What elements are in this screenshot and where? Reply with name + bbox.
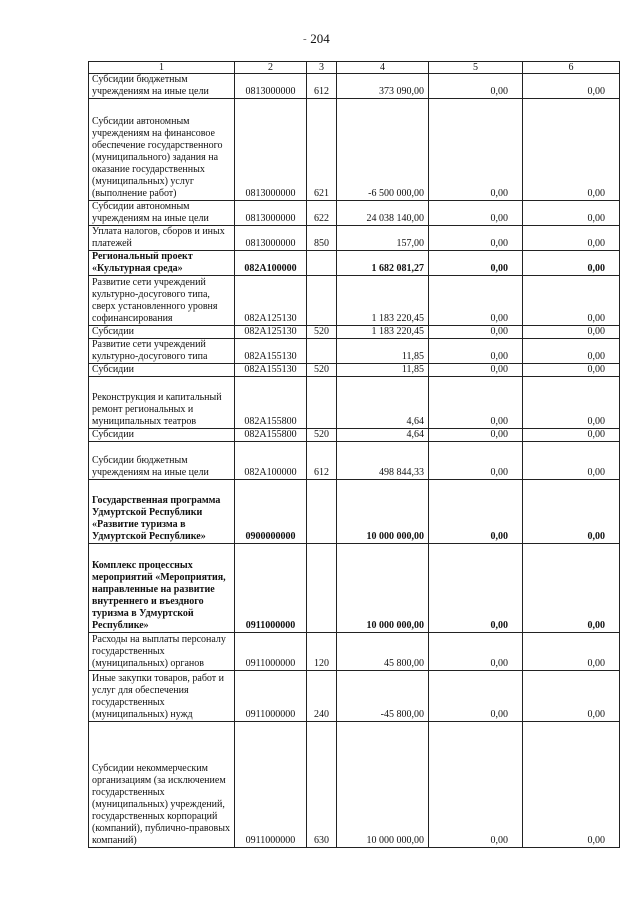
cell-col5: 0,00 [429, 480, 523, 544]
cell-name: Субсидии [89, 364, 235, 377]
cell-name: Развитие сети учреждений культурно-досугового типа [89, 339, 235, 364]
cell-col6: 0,00 [523, 276, 620, 326]
cell-expense-type: 621 [307, 99, 337, 201]
header-row [89, 62, 620, 74]
cell-col6: 0,00 [523, 99, 620, 201]
cell-col5: 0,00 [429, 276, 523, 326]
cell-col5: 0,00 [429, 326, 523, 339]
cell-expense-type [307, 276, 337, 326]
cell-code: 0813000000 [235, 74, 307, 99]
cell-amount: 373 090,00 [337, 74, 429, 99]
cell-col5: 0,00 [429, 201, 523, 226]
cell-col6: 0,00 [523, 339, 620, 364]
cell-amount: 1 682 081,27 [337, 251, 429, 276]
cell-code: 082A100000 [235, 251, 307, 276]
header-col-4: 4 [337, 62, 429, 74]
table-row [89, 480, 620, 544]
table-row [89, 633, 620, 671]
cell-col5: 0,00 [429, 377, 523, 429]
table-row [89, 276, 620, 326]
cell-amount: 10 000 000,00 [337, 722, 429, 848]
cell-expense-type: 850 [307, 226, 337, 251]
page-number: 204 [310, 31, 330, 46]
cell-expense-type [307, 251, 337, 276]
table-row [89, 99, 620, 201]
cell-amount: 157,00 [337, 226, 429, 251]
cell-name: Реконструкция и капитальный ремонт региональных и муниципальных театров [89, 377, 235, 429]
cell-code: 0911000000 [235, 671, 307, 722]
cell-name: Расходы на выплаты персоналу государственных (муниципальных) органов [89, 633, 235, 671]
cell-col5: 0,00 [429, 364, 523, 377]
cell-code: 082A155800 [235, 377, 307, 429]
cell-col5: 0,00 [429, 99, 523, 201]
cell-col5: 0,00 [429, 671, 523, 722]
cell-name: Региональный проект «Культурная среда» [89, 251, 235, 276]
cell-col6: 0,00 [523, 201, 620, 226]
cell-expense-type: 612 [307, 442, 337, 480]
cell-code: 082A155800 [235, 429, 307, 442]
cell-col6: 0,00 [523, 226, 620, 251]
cell-name: Субсидии [89, 429, 235, 442]
header-col-3: 3 [307, 62, 337, 74]
cell-col6: 0,00 [523, 377, 620, 429]
cell-amount: 498 844,33 [337, 442, 429, 480]
cell-col6: 0,00 [523, 544, 620, 633]
cell-name: Субсидии автономным учреждениям на иные цели [89, 201, 235, 226]
budget-table [88, 61, 620, 848]
table-row [89, 722, 620, 848]
cell-amount: 10 000 000,00 [337, 480, 429, 544]
cell-code: 0900000000 [235, 480, 307, 544]
table-row [89, 544, 620, 633]
cell-code: 0911000000 [235, 544, 307, 633]
table-row [89, 442, 620, 480]
cell-expense-type: 630 [307, 722, 337, 848]
cell-col6: 0,00 [523, 74, 620, 99]
table-row [89, 201, 620, 226]
cell-name: Субсидии бюджетным учреждениям на иные цели [89, 442, 235, 480]
cell-amount: -45 800,00 [337, 671, 429, 722]
cell-expense-type [307, 339, 337, 364]
cell-amount: -6 500 000,00 [337, 99, 429, 201]
cell-name: Уплата налогов, сборов и иных платежей [89, 226, 235, 251]
cell-col5: 0,00 [429, 429, 523, 442]
table-body [89, 74, 620, 848]
cell-col6: 0,00 [523, 633, 620, 671]
cell-amount: 45 800,00 [337, 633, 429, 671]
cell-expense-type [307, 480, 337, 544]
header-col-5: 5 [429, 62, 523, 74]
cell-name: Субсидии [89, 326, 235, 339]
cell-name: Развитие сети учреждений культурно-досугового типа, сверх установленного уровня софинансирования [89, 276, 235, 326]
cell-col5: 0,00 [429, 544, 523, 633]
cell-expense-type [307, 377, 337, 429]
cell-col5: 0,00 [429, 226, 523, 251]
cell-code: 0911000000 [235, 633, 307, 671]
cell-code: 082A155130 [235, 339, 307, 364]
cell-expense-type: 622 [307, 201, 337, 226]
cell-col6: 0,00 [523, 722, 620, 848]
table-row [89, 364, 620, 377]
cell-code: 0813000000 [235, 226, 307, 251]
header-col-6: 6 [523, 62, 620, 74]
cell-expense-type: 520 [307, 429, 337, 442]
cell-col5: 0,00 [429, 722, 523, 848]
table-row [89, 251, 620, 276]
table-row [89, 671, 620, 722]
cell-col6: 0,00 [523, 429, 620, 442]
cell-amount: 4,64 [337, 429, 429, 442]
cell-code: 0911000000 [235, 722, 307, 848]
table-row [89, 74, 620, 99]
cell-col6: 0,00 [523, 364, 620, 377]
cell-amount: 11,85 [337, 364, 429, 377]
cell-col5: 0,00 [429, 339, 523, 364]
cell-col6: 0,00 [523, 480, 620, 544]
cell-name: Иные закупки товаров, работ и услуг для обеспечения государственных (муниципальных) нужд [89, 671, 235, 722]
table-row [89, 429, 620, 442]
cell-name: Субсидии бюджетным учреждениям на иные цели [89, 74, 235, 99]
table-row [89, 377, 620, 429]
cell-col5: 0,00 [429, 633, 523, 671]
cell-name: Субсидии автономным учреждениям на финансовое обеспечение государственного (муниципального) задания на оказание государственных (муниципальных) услуг (выполнение работ) [89, 99, 235, 201]
cell-col6: 0,00 [523, 442, 620, 480]
cell-expense-type [307, 544, 337, 633]
cell-code: 0813000000 [235, 99, 307, 201]
cell-expense-type: 612 [307, 74, 337, 99]
cell-amount: 10 000 000,00 [337, 544, 429, 633]
cell-amount: 1 183 220,45 [337, 326, 429, 339]
cell-code: 082A125130 [235, 276, 307, 326]
cell-col6: 0,00 [523, 671, 620, 722]
cell-expense-type: 520 [307, 326, 337, 339]
cell-expense-type: 520 [307, 364, 337, 377]
cell-col5: 0,00 [429, 251, 523, 276]
cell-name: Государственная программа Удмуртской Республики «Развитие туризма в Удмуртской Республике» [89, 480, 235, 544]
table-row [89, 226, 620, 251]
cell-col5: 0,00 [429, 442, 523, 480]
dash-mark: - [303, 33, 307, 45]
cell-name: Комплекс процессных мероприятий «Мероприятия, направленные на развитие внутреннего и въездного туризма в Удмуртской Республике» [89, 544, 235, 633]
cell-name: Субсидии некоммерческим организациям (за исключением государственных (муниципальных) учреждений, государственных корпораций (компаний), публично-правовых компаний) [89, 722, 235, 848]
cell-col5: 0,00 [429, 74, 523, 99]
table-row [89, 339, 620, 364]
cell-amount: 24 038 140,00 [337, 201, 429, 226]
cell-amount: 4,64 [337, 377, 429, 429]
cell-col6: 0,00 [523, 326, 620, 339]
cell-code: 082A100000 [235, 442, 307, 480]
header-col-1: 1 [89, 62, 235, 74]
header-col-2: 2 [235, 62, 307, 74]
cell-col6: 0,00 [523, 251, 620, 276]
cell-expense-type: 120 [307, 633, 337, 671]
cell-code: 082A155130 [235, 364, 307, 377]
cell-code: 082A125130 [235, 326, 307, 339]
table-row [89, 326, 620, 339]
cell-amount: 1 183 220,45 [337, 276, 429, 326]
cell-expense-type: 240 [307, 671, 337, 722]
cell-code: 0813000000 [235, 201, 307, 226]
cell-amount: 11,85 [337, 339, 429, 364]
